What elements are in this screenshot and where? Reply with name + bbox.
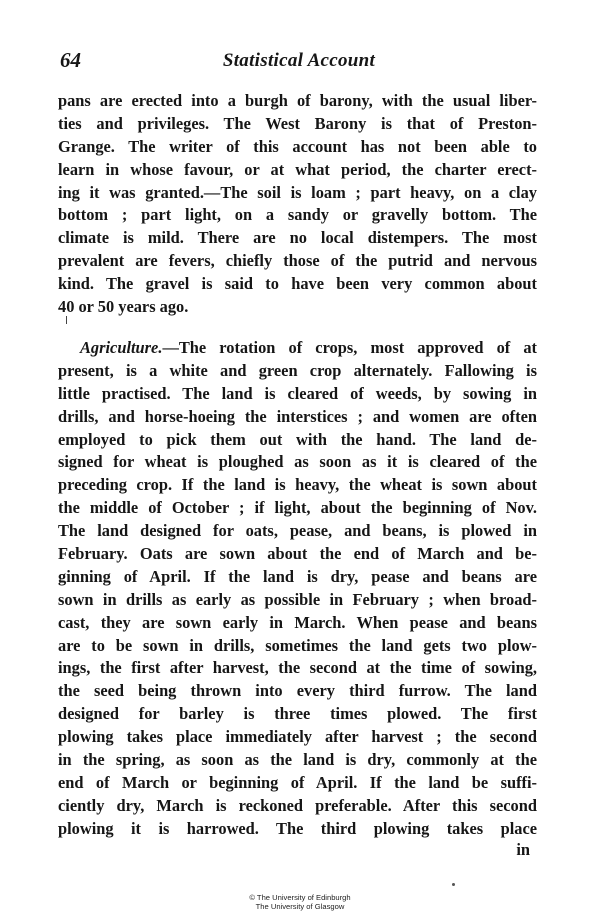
text-line: ings, the first after harvest, the second at the time of sowing,	[58, 658, 537, 678]
stray-ink-mark	[66, 316, 67, 324]
text-line: plowing it is harrowed. The third plowing takes place	[58, 818, 537, 838]
text-line: end of March or beginning of April. If the land be suffi-	[58, 772, 537, 792]
text-line: climate is mild. There are no local distempers. The most	[58, 228, 537, 248]
text-line: pans are erected into a burgh of barony, with the usual liber-	[58, 91, 537, 110]
page-number: 64	[60, 48, 81, 72]
page-header	[60, 48, 538, 78]
text-line: drills, and horse-hoeing the interstices ; and women are often	[58, 406, 537, 426]
text-line: 40 or 50 years ago.	[58, 297, 189, 317]
text-line: preceding crop. If the land is heavy, the wheat is sown about	[58, 475, 537, 495]
text-line: bottom ; part light, on a sandy or gravelly bottom. The	[58, 205, 537, 225]
text-line: ciently dry, March is reckoned preferable. After this second	[58, 795, 537, 815]
text-line: are to be sown in drills, sometimes the land gets two plow-	[58, 635, 537, 655]
text-line: little practised. The land is cleared of weeds, by sowing in	[58, 383, 537, 403]
text-line: learn in whose favour, or at what period, the charter erect-	[58, 159, 537, 179]
text-line-rest: —The rotation of crops, most approved of at	[162, 338, 537, 357]
catchword: in	[516, 840, 530, 859]
text-line: ties and privileges. The West Barony is that of Preston-	[58, 113, 537, 133]
text-line: in the spring, as soon as the land is dry, commonly at the	[58, 750, 537, 770]
text-line: The land designed for oats, pease, and beans, is plowed in	[58, 521, 537, 541]
text-line: February. Oats are sown about the end of March and be-	[58, 544, 537, 564]
text-line: employed to pick them out with the hand. The land de-	[58, 429, 537, 449]
paragraph-agriculture	[58, 337, 537, 841]
text-line: cast, they are sown early in March. When pease and beans	[58, 612, 537, 632]
text-line: the seed being thrown into every third furrow. The land	[58, 681, 537, 701]
paragraph-1	[58, 90, 537, 319]
text-line: Grange. The writer of this account has not been able to	[58, 136, 537, 156]
text-line: ing it was granted.—The soil is loam ; part heavy, on a clay	[58, 182, 537, 202]
copyright-line-2: The University of Glasgow	[255, 902, 345, 911]
text-line: plowing takes place immediately after harvest ; the second	[58, 727, 537, 747]
text-line: signed for wheat is ploughed as soon as it is cleared of the	[58, 452, 537, 472]
text-line: designed for barley is three times plowed. The first	[58, 704, 537, 724]
copyright-footer	[0, 893, 600, 911]
text-line: sown in drills as early as possible in February ; when broad-	[58, 589, 537, 609]
section-title: Agriculture.	[80, 338, 163, 357]
text-line: prevalent are fevers, chiefly those of the putrid and nervous	[58, 251, 537, 271]
text-line: the middle of October ; if light, about the beginning of Nov.	[58, 498, 537, 518]
copyright-line-1: © The University of Edinburgh	[249, 893, 351, 902]
text-line: present, is a white and green crop alternately. Fallowing is	[58, 360, 537, 380]
page-speck	[452, 883, 455, 886]
running-head: Statistical Account	[222, 50, 376, 71]
text-line: ginning of April. If the land is dry, pease and beans are	[58, 566, 537, 586]
text-line-first	[58, 337, 537, 360]
text-line: kind. The gravel is said to have been very common about	[58, 274, 537, 294]
